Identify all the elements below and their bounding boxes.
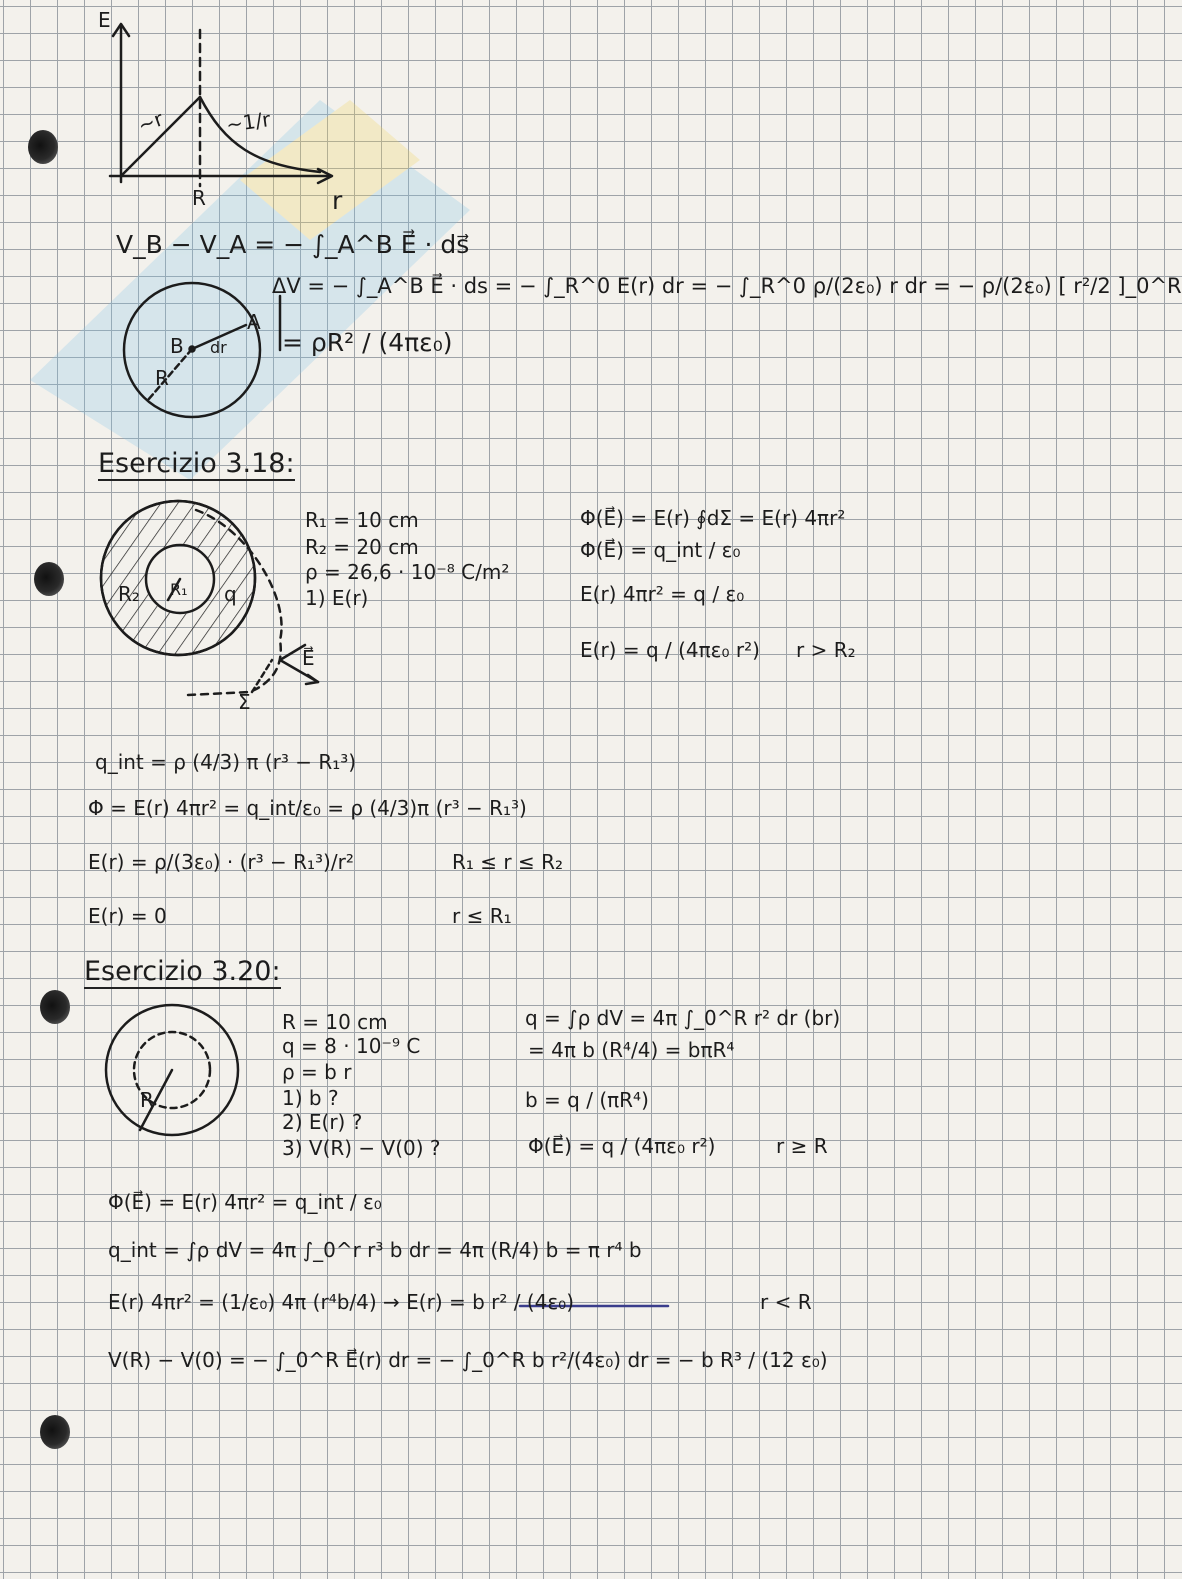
ex320-right-condition: r ≥ R (776, 1134, 828, 1158)
ex318-condition-1: R₁ ≤ r ≤ R₂ (452, 850, 563, 874)
ex320-given-6: 3) V(R) − V(0) ? (282, 1136, 441, 1160)
ex318-flux-3: E(r) 4πr² = q / ε₀ (580, 582, 745, 606)
ex320-given-5: 2) E(r) ? (282, 1110, 363, 1134)
ex318-flux-1: Φ(E⃗) = E(r) ∮dΣ = E(r) 4πr² (580, 506, 846, 530)
ex320-given-4: 1) b ? (282, 1086, 339, 1110)
ex320-b-value: b = q / (πR⁴) (525, 1088, 649, 1112)
ex318-given-2: R₂ = 20 cm (305, 535, 419, 559)
ex318-given-3: ρ = 26,6 · 10⁻⁸ C/m² (305, 560, 510, 584)
potential-line-1: V_B − V_A = − ∫_A^B E⃗ · ds⃗ (116, 230, 470, 259)
ex320-label-r: R (140, 1088, 154, 1112)
ex320-derivation-4: V(R) − V(0) = − ∫_0^R E⃗(r) dr = − ∫_0^R b r²/(4ε₀) dr = − b R³ / (12 ε₀) (108, 1348, 828, 1372)
ex318-label-r2: R₂ (118, 582, 140, 606)
potential-line-3: = ρR² / (4πε₀) (282, 328, 453, 357)
graph-left-trend: ~r (134, 106, 167, 138)
sphere-label-dr: dr (210, 338, 227, 357)
exercise-318-title: Esercizio 3.18: (98, 448, 295, 479)
ex320-derivation-2: q_int = ∫ρ dV = 4π ∫_0^r r³ b dr = 4π (R/4) b = π r⁴ b (108, 1238, 642, 1262)
exercise-320-title: Esercizio 3.20: (84, 956, 281, 987)
sphere-label-a: A (247, 310, 261, 334)
ex318-given-4: 1) E(r) (305, 586, 369, 610)
ex318-derivation-2: Φ = E(r) 4πr² = q_int/ε₀ = ρ (4/3)π (r³ − R₁³) (88, 796, 527, 820)
ex320-charge-2: = 4π b (R⁴/4) = bπR⁴ (528, 1038, 735, 1062)
ex320-charge-1: q = ∫ρ dV = 4π ∫_0^R r² dr (br) (525, 1006, 841, 1030)
ex320-derivation-3: E(r) 4πr² = (1/ε₀) 4π (r⁴b/4) → E(r) = b r² / (4ε₀) (108, 1290, 574, 1314)
ex318-given-1: R₁ = 10 cm (305, 508, 419, 532)
ex320-given-1: R = 10 cm (282, 1010, 388, 1034)
ex320-given-2: q = 8 · 10⁻⁹ C (282, 1034, 421, 1058)
ex318-label-e: E⃗ (302, 646, 315, 670)
ex320-outer-field: Φ(E⃗) = q / (4πε₀ r²) (528, 1134, 716, 1158)
ex318-right-condition: r > R₂ (796, 638, 856, 662)
ex318-label-r1: R₁ (170, 580, 188, 599)
sphere-label-r: R (155, 366, 169, 390)
ex318-label-q: q (224, 582, 237, 606)
potential-line-2: ΔV = − ∫_A^B E⃗ · ds = − ∫_R^0 E(r) dr = − ∫_R^0 ρ/(2ε₀) r dr = − ρ/(2ε₀) [ r²/2 ]_0^R (272, 274, 1182, 298)
graph-x-label: r (332, 186, 343, 215)
ex318-flux-2: Φ(E⃗) = q_int / ε₀ (580, 538, 741, 562)
ex318-derivation-4: E(r) = 0 (88, 904, 167, 928)
ex318-derivation-1: q_int = ρ (4/3) π (r³ − R₁³) (95, 750, 357, 774)
graph-y-label: E (98, 8, 111, 32)
ex320-inner-condition: r < R (760, 1290, 812, 1314)
graph-linear-curve (121, 97, 200, 176)
ex318-flux-4: E(r) = q / (4πε₀ r²) (580, 638, 760, 662)
sphere-label-b: B (170, 334, 184, 358)
graph-right-trend: ~1/r (224, 107, 272, 137)
ex318-condition-2: r ≤ R₁ (452, 904, 512, 928)
ex320-derivation-1: Φ(E⃗) = E(r) 4πr² = q_int / ε₀ (108, 1190, 382, 1214)
ex318-label-sigma: Σ (238, 690, 251, 714)
graph-r-label: R (192, 186, 206, 210)
ex320-given-3: ρ = b r (282, 1060, 352, 1084)
ex318-derivation-3: E(r) = ρ/(3ε₀) · (r³ − R₁³)/r² (88, 850, 354, 874)
